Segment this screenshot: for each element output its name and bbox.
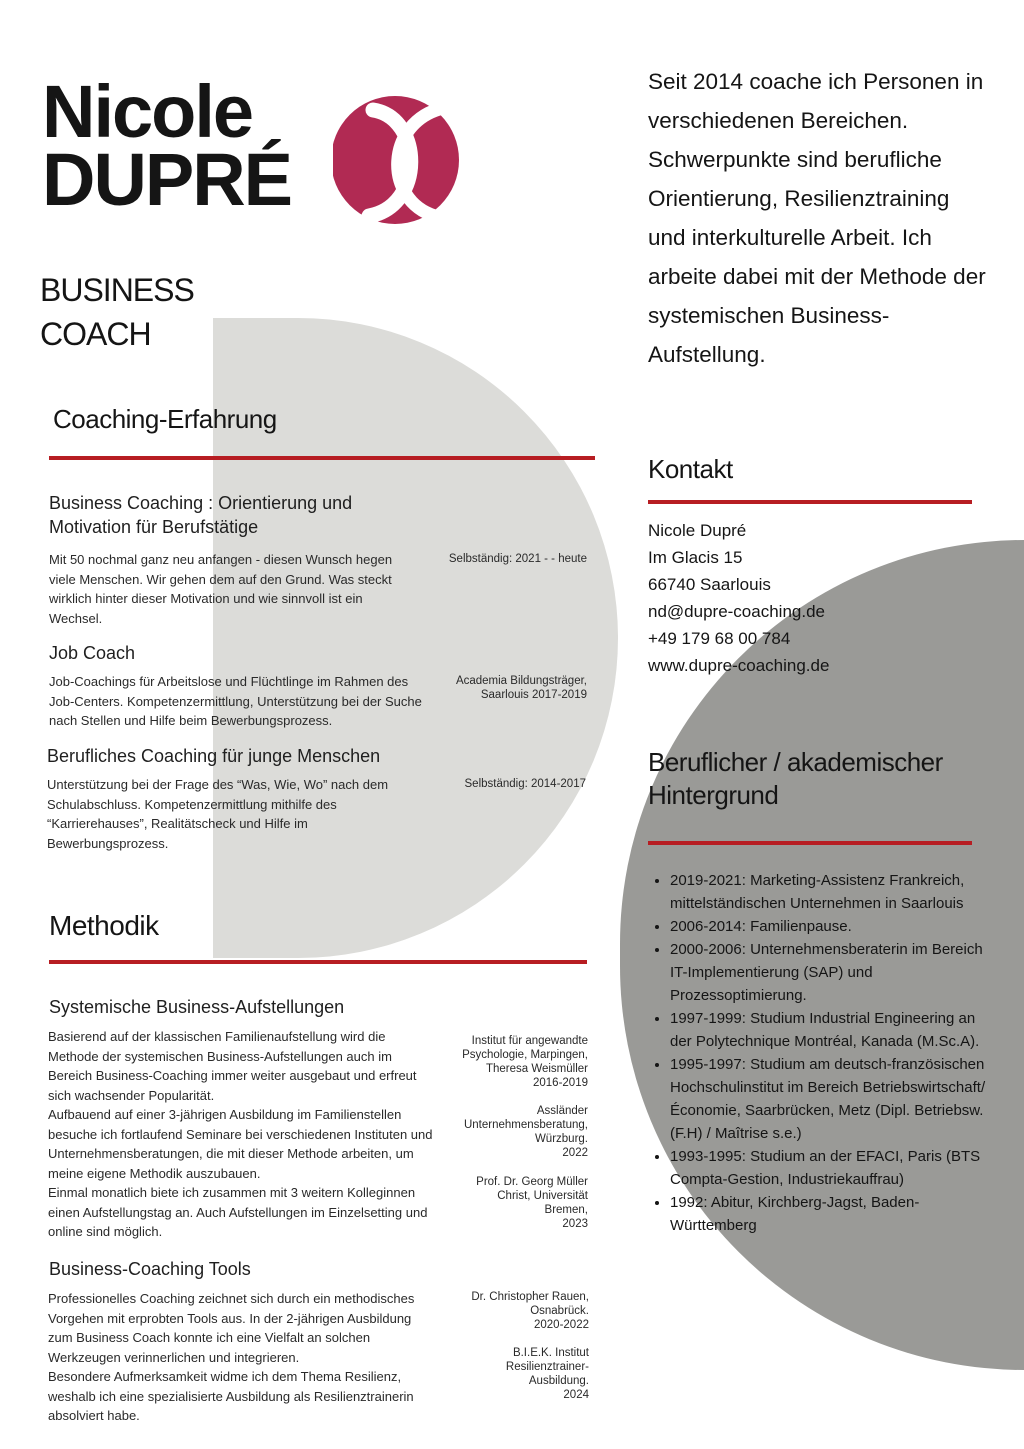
first-name: Nicole [42,70,253,153]
job-2-title: Job Coach [49,643,136,663]
meta-line: Dr. Christopher Rauen, [471,1291,589,1303]
contact-website-link[interactable]: www.dupre-coaching.de [648,656,830,675]
contact-name: Nicole Dupré [648,521,747,540]
list-item: • 1995-1997: Studium am deutsch-französischen Hochschulinstitut im Bereich Betriebswirtschaft/Économie, Saarbrücken, Metz (Dipl. Betriebsw. (F.H) / Maîtrise s.e.) [670,1053,990,1145]
job-2-meta [420,674,587,702]
list-item: • 1993-1995: Studium an der EFACI, Paris (BTS Compta-Gestion, Industriekauffrau) [670,1145,990,1191]
subtitle-line-2: COACH [40,316,151,352]
method-2-paragraph: Besondere Aufmerksamkeit widme ich dem Thema Resilienz, weshalb ich eine spezialisierte Ausbildung als Resilienztrainerin absolviert habe. [48,1369,414,1423]
method-1-title: Systemische Business-Aufstellungen [49,997,345,1017]
list-item: • 2000-2006: Unternehmensberaterin im Bereich IT-Implementierung (SAP) und Prozessoptimierung. [670,938,990,1007]
meta-line: 2024 [563,1389,589,1401]
kontakt-divider [648,500,972,504]
job-3-title: Berufliches Coaching für junge Menschen [47,746,381,766]
contact-street: Im Glacis 15 [648,548,743,567]
nd-monogram-logo [325,88,460,233]
job-1-title-line-2: Motivation für Berufstätige [49,517,259,537]
job-1-meta: Selbständig: 2021 - - heute [448,553,587,565]
coaching-heading: Coaching-Erfahrung [53,404,277,434]
contact-email-link[interactable]: nd@dupre-coaching.de [648,602,825,621]
job-1-title-line-1: Business Coaching : Orientierung und [49,493,353,513]
list-item: • 1997-1999: Studium Industrial Engineering an der Polytechnique Montréal, Kanada (M.Sc.A). [670,1007,990,1053]
meta-line: Ausbildung. [528,1375,589,1387]
contact-block [648,517,978,679]
meta-line: 2016-2019 [533,1077,588,1089]
meta-line: Prof. Dr. Georg Müller [476,1176,588,1188]
method-1-meta-1 [430,1034,588,1090]
method-1-meta-2 [430,1104,588,1160]
meta-line: Bremen, [544,1204,588,1216]
method-1-description [48,1027,433,1242]
job-2-description: Job-Coachings für Arbeitslose und Flüchtlinge im Rahmen des Job-Centers. Kompetenzermittlung, Unterstützung bei der Suche nach Stellen und Hilfe beim Bewerbungsprozess. [49,674,422,728]
method-2-meta-1 [430,1290,589,1332]
kontakt-heading: Kontakt [648,454,733,484]
job-1-title [49,491,429,539]
job-3-meta: Selbständig: 2014-2017 [464,778,586,790]
method-1-meta-3 [430,1175,588,1231]
hintergrund-heading [648,746,943,812]
method-2-title: Business-Coaching Tools [49,1259,251,1279]
meta-line: Theresa Weismüller [485,1063,588,1075]
methodik-heading: Methodik [49,910,159,941]
job-2-meta-line-1: Academia Bildungsträger, [455,675,587,687]
hintergrund-heading-line-2: Hintergrund [648,780,779,810]
method-2-paragraph: Professionelles Coaching zeichnet sich durch ein methodisches Vorgehen mit erprobten Tools aus. In der 2-jährigen Ausbildung zum Business Coach konnte ich eine Vielfalt an solchen Werkzeugen verinnerlichen und integrieren. [48,1291,415,1365]
method-2-description [48,1289,433,1426]
meta-line: Würzburg. [534,1133,588,1145]
job-2-meta-line-2: Saarlouis 2017-2019 [480,689,587,701]
meta-line: Psychologie, Marpingen, [462,1049,588,1061]
coaching-divider [49,456,595,460]
intro-text: Seit 2014 coache ich Personen in verschiedenen Bereichen. Schwerpunkte sind berufliche Orientierung, Resilienztraining und interkulturelle Arbeit. Ich arbeite dabei mit der Methode der systemischen Business-Aufstellung. [648,69,986,367]
meta-line: Christ, Universität [497,1190,588,1202]
subtitle-line-1: BUSINESS [40,272,194,308]
contact-city: 66740 Saarlouis [648,575,771,594]
meta-line: 2022 [562,1147,588,1159]
list-item: • 2006-2014: Familienpause. [670,915,990,938]
last-name: DUPRÉ [42,138,292,221]
list-item: • 2019-2021: Marketing-Assistenz Frankreich, mittelständischen Unternehmen in Saarlouis [670,869,990,915]
meta-line: 2023 [562,1218,588,1230]
method-2-meta-2 [430,1346,589,1402]
meta-line: Assländer [536,1105,588,1117]
name-title [42,70,292,221]
method-1-paragraph: Aufbauend auf einer 3-jährigen Ausbildung im Familienstellen besuche ich fortlaufend Seminare bei verschiedenen Instituten und Unternehmensberatungen, die mit dieser Methode arbeiten, um meine eigene Methodik auszubauen. [48,1107,433,1181]
meta-line: Unternehmensberatung, [463,1119,588,1131]
methodik-divider [49,960,587,964]
meta-line: Resilienztrainer- [505,1361,589,1373]
contact-phone[interactable]: +49 179 68 00 784 [648,629,791,648]
background-list [648,869,990,1237]
job-subtitle [40,268,194,356]
job-3-description: Unterstützung bei der Frage des “Was, Wie, Wo” nach dem Schulabschluss. Kompetenzermittlung mithilfe des “Karrierehauses”, Realitätscheck und Hilfe im Bewerbungsprozess. [47,777,389,851]
list-item: • 1992: Abitur, Kirchberg-Jagst, Baden-Württemberg [670,1191,990,1237]
meta-line: Institut für angewandte [471,1035,588,1047]
hintergrund-divider [648,841,972,845]
method-1-paragraph: Basierend auf der klassischen Familienaufstellung wird die Methode der systemischen Business-Aufstellungen auch im Bereich Business-Coaching immer weiter ausgebaut und erfreut sich wachsender Popularität. [48,1029,417,1103]
meta-line: Osnabrück. [530,1305,589,1317]
meta-line: B.I.E.K. Institut [512,1347,589,1359]
hintergrund-heading-line-1: Beruflicher / akademischer [648,747,943,777]
meta-line: 2020-2022 [534,1319,589,1331]
job-1-description: Mit 50 nochmal ganz neu anfangen - diesen Wunsch hegen viele Menschen. Wir gehen dem auf den Grund. Was steckt wirklich hinter dieser Motivation und wie sinnvoll ist ein Wechsel. [49,552,393,626]
method-1-paragraph: Einmal monatlich biete ich zusammen mit 3 weitern Kolleginnen einen Aufstellungstag an. Auch Aufstellungen im Einzelsetting und online sind möglich. [48,1185,428,1239]
